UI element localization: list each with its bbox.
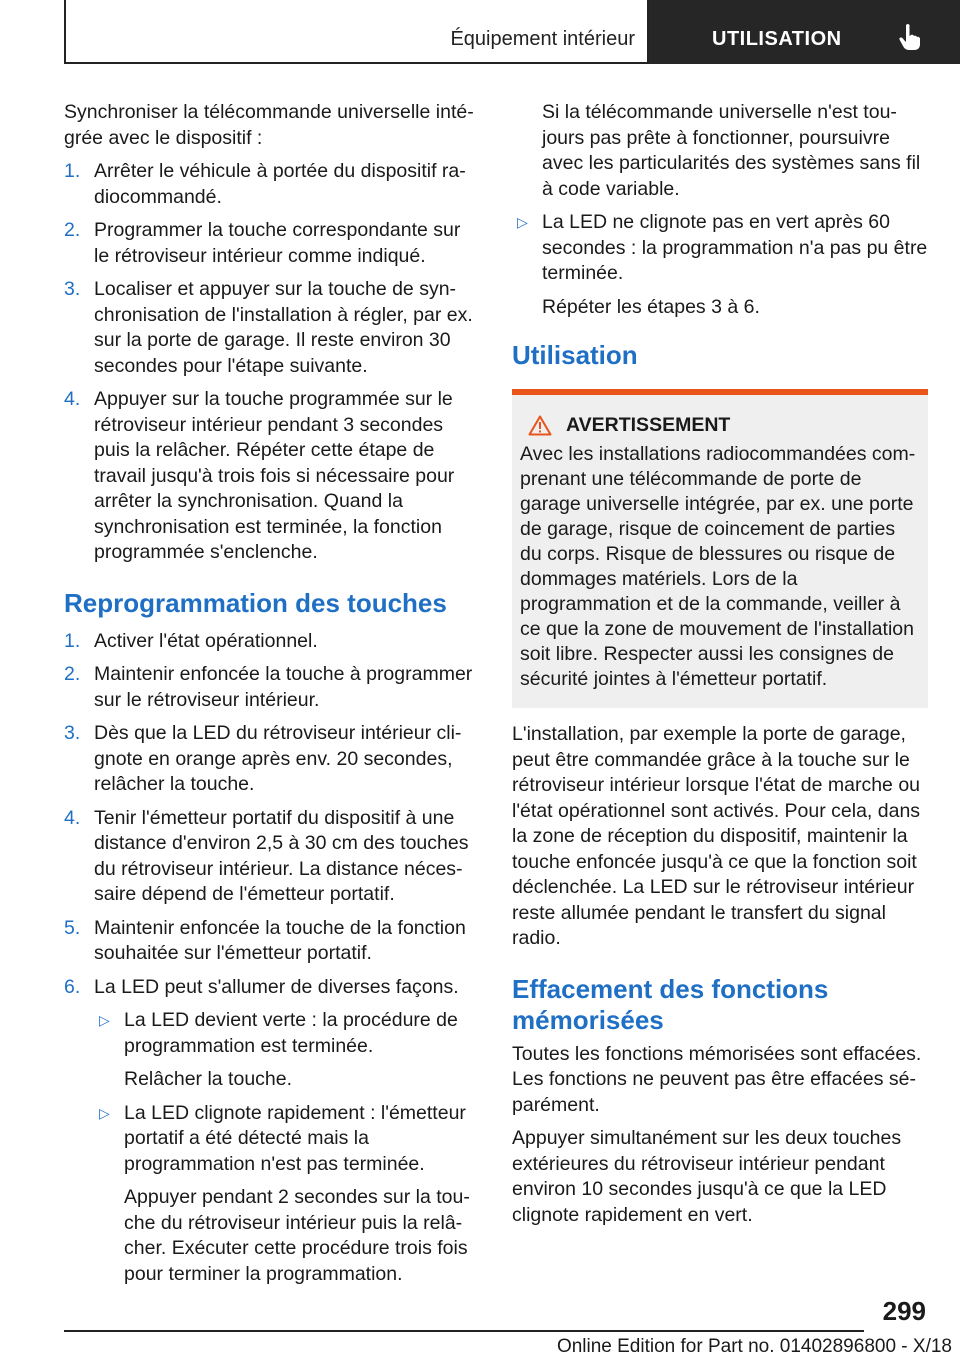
- step-text: Localiser et appuyer sur la touche de synchronisation de l'installation à régler, par ex. sur la porte de garage. Il reste environ 30 secondes pour l'étape suivante.: [94, 278, 473, 377]
- continuation-text: Si la télécommande universelle n'est toujours pas prête à fonctionner, poursuivre avec les particularités des systèmes sans fil à code variable.: [542, 101, 921, 200]
- list-item: [64, 218, 480, 269]
- list-item: [64, 721, 480, 798]
- body-paragraph: Appuyer simultanément sur les deux touches extérieures du rétroviseur intérieur pendant environ 10 secondes jusqu'à ce que la LED clignote rapidement en vert.: [512, 1127, 902, 1226]
- reprogram-steps-list: [64, 629, 480, 1288]
- body-paragraph: Toutes les fonctions mémorisées sont effacées. Les fonctions ne peuvent pas être effacées séparément.: [512, 1042, 922, 1116]
- warning-title-row: [520, 413, 920, 438]
- warning-box: [512, 389, 928, 708]
- sub-item-continuation: [512, 100, 928, 202]
- right-column: [512, 100, 928, 1236]
- warning-text: Avec les installations radiocommandées comprenant une télécommande de porte de garage universelle intégrée, par ex. une porte de garage, risque de coincement de parties du corps. Risque de blessures ou risque de dommages matériels. Lors de la programmation et de la commande, veiller à ce que la zone de mouvement de l'installation soit libre. Respecter aussi les consignes de sécurité jointes à l'émetteur portatif.: [520, 443, 916, 690]
- warning-triangle-icon: [528, 415, 552, 436]
- step-number: 4.: [64, 806, 81, 829]
- sub-item-continuation: Répéter les étapes 3 à 6.: [542, 295, 760, 318]
- step-text: Dès que la LED du rétroviseur intérieur clignote en orange après env. 20 secondes, relâcher la touche.: [94, 722, 462, 795]
- footer-divider: [64, 1330, 864, 1332]
- section-heading: Effacement des fonctions mémorisées: [512, 973, 829, 1035]
- list-item: [64, 662, 480, 713]
- triangle-marker-icon: ▷: [99, 1104, 110, 1121]
- sub-item-text: La LED clignote rapidement : l'émetteur portatif a été détecté mais la programmation n'est pas terminée.: [124, 1101, 466, 1175]
- step-text: Arrêter le véhicule à portée du dispositif radiocommandé.: [94, 160, 466, 208]
- step-number: 4.: [64, 388, 81, 410]
- step-number: 3.: [64, 722, 81, 744]
- page-header: [64, 0, 960, 64]
- intro-paragraph: Synchroniser la télécommande universelle intégrée avec le dispositif :: [64, 101, 474, 149]
- sync-steps-list: [64, 159, 480, 566]
- step-number: 3.: [64, 278, 81, 300]
- list-item: [64, 159, 480, 210]
- sub-list-item: [94, 1008, 480, 1093]
- list-item: [64, 806, 480, 908]
- step-number: 2.: [64, 663, 81, 685]
- step-text: Appuyer sur la touche programmée sur le rétroviseur intérieur pendant 3 secondes puis la relâcher. Répéter cette étape de travail jusqu'à trois fois si nécessaire pour arrêter la synchronisation. Quand la synchronisation est terminée, la fonction programmée s'enclenche.: [94, 388, 455, 563]
- step-number: 2.: [64, 219, 81, 241]
- step-text: Activer l'état opérationnel.: [94, 629, 318, 652]
- step-number: 1.: [64, 629, 81, 652]
- sub-item-continuation: Relâcher la touche.: [124, 1068, 293, 1090]
- warning-title: AVERTISSEMENT: [566, 414, 731, 436]
- list-item: [64, 387, 480, 566]
- list-item: [64, 277, 480, 379]
- step-number: 5.: [64, 916, 81, 939]
- section-tab: [64, 0, 649, 64]
- page-number: 299: [882, 1296, 926, 1326]
- sub-list-item: [94, 1101, 480, 1288]
- section-title: Équipement intérieur: [450, 28, 635, 50]
- list-item: [64, 629, 480, 655]
- step-number: 1.: [64, 160, 81, 182]
- step-text: Maintenir enfoncée la touche à programmer sur le rétroviseur intérieur.: [94, 663, 473, 711]
- section-heading: Utilisation: [512, 340, 638, 370]
- triangle-marker-icon: ▷: [99, 1012, 110, 1028]
- section-heading: Reprogrammation des touches: [64, 587, 447, 618]
- sub-item-continuation: Appuyer pendant 2 secondes sur la touche du rétroviseur intérieur puis la relâcher. Exécuter cette procédure trois fois pour terminer la programmation.: [124, 1186, 470, 1285]
- list-item: [64, 916, 480, 967]
- footer-edition: Online Edition for Part no. 01402896800 - X/18: [556, 1336, 952, 1357]
- left-column: [64, 100, 480, 1295]
- step-text: Tenir l'émetteur portatif du dispositif à une distance d'environ 2,5 à 30 cm des touches du rétroviseur intérieur. La distance nécessaire dépend de l'émetteur portatif.: [94, 806, 469, 905]
- list-item: [64, 975, 480, 1288]
- step-text: La LED peut s'allumer de diverses façons.: [94, 975, 459, 998]
- triangle-marker-icon: ▷: [517, 214, 528, 230]
- sub-item-text: La LED devient verte : la procédure de programmation est terminée.: [124, 1009, 458, 1057]
- chapter-tab: [649, 0, 960, 64]
- step-text: Programmer la touche correspondante sur le rétroviseur intérieur comme indiqué.: [94, 219, 461, 267]
- step-text: Maintenir enfoncée la touche de la fonction souhaitée sur l'émetteur portatif.: [94, 916, 466, 964]
- sub-list-item: [512, 210, 928, 320]
- sub-item-text: La LED ne clignote pas en vert après 60 secondes : la programmation n'a pas pu être terminée.: [542, 211, 928, 284]
- body-paragraph: L'installation, par exemple la porte de garage, peut être commandée grâce à la touche sur le rétroviseur intérieur lorsque l'état de marche ou l'état opérationnel sont activés. Pour cela, dans la zone de réception du dispositif, maintenir la touche enfoncée jusqu'à ce que la fonction soit déclenchée. La LED sur le rétroviseur intérieur reste allumée pendant le transfert du signal radio.: [512, 723, 921, 949]
- step-number: 6.: [64, 975, 81, 998]
- pointing-hand-icon: [897, 23, 923, 51]
- chapter-title: UTILISATION: [712, 28, 842, 50]
